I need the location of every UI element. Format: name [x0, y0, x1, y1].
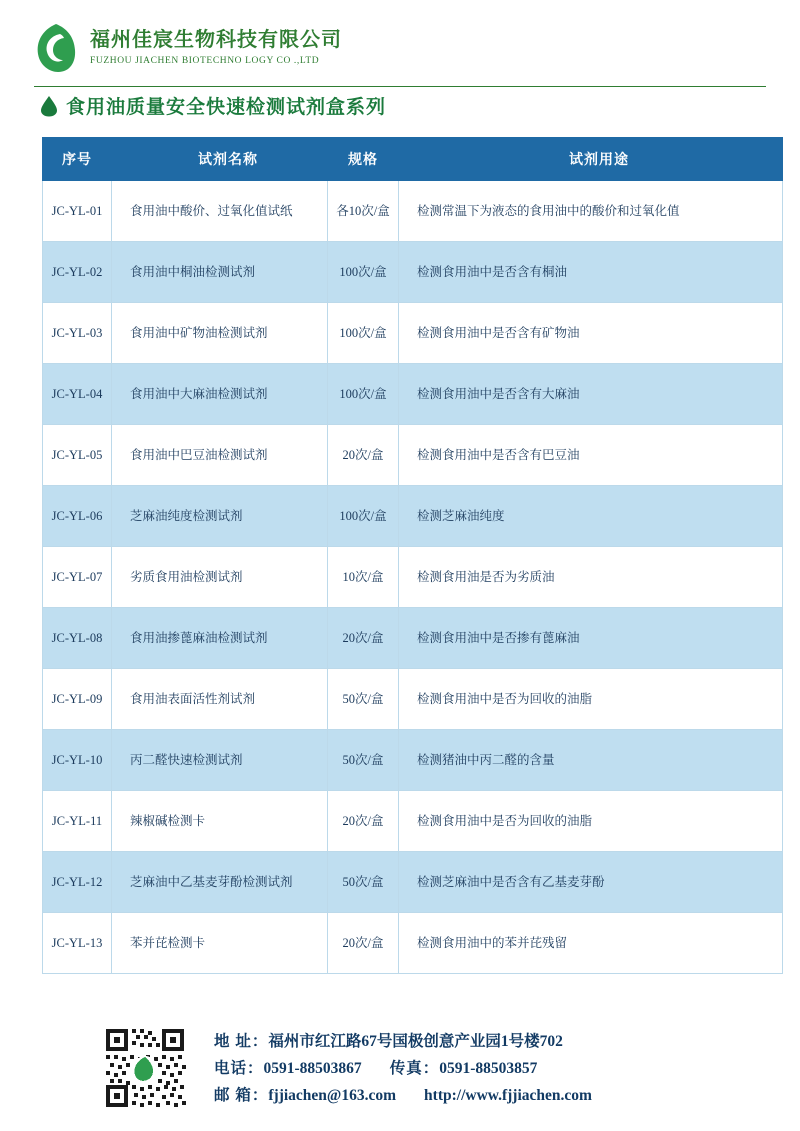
table-row	[43, 913, 783, 974]
phone-value: 0591-88503867	[263, 1059, 362, 1077]
cell-name: 食用油表面活性剂试剂	[112, 669, 328, 730]
cell-no: JC-YL-12	[43, 852, 112, 913]
table-row	[43, 669, 783, 730]
contact-email-row	[214, 1082, 592, 1109]
cell-name: 食用油中大麻油检测试剂	[112, 364, 328, 425]
cell-no: JC-YL-13	[43, 913, 112, 974]
cell-name: 芝麻油中乙基麦芽酚检测试剂	[112, 852, 328, 913]
email-value[interactable]: fjjiachen@163.com	[268, 1086, 397, 1104]
table-row	[43, 364, 783, 425]
cell-spec: 各10次/盒	[328, 181, 399, 242]
cell-no: JC-YL-05	[43, 425, 112, 486]
cell-spec: 20次/盒	[328, 791, 399, 852]
table-row	[43, 791, 783, 852]
cell-name: 丙二醛快速检测试剂	[112, 730, 328, 791]
cell-name: 食用油中巴豆油检测试剂	[112, 425, 328, 486]
cell-spec: 50次/盒	[328, 730, 399, 791]
fax-label: 传真：	[389, 1059, 440, 1077]
cell-use: 检测芝麻油纯度	[399, 486, 783, 547]
table-row	[43, 242, 783, 303]
cell-name: 食用油中桐油检测试剂	[112, 242, 328, 303]
column-header-use: 试剂用途	[399, 138, 783, 181]
company-name-block	[90, 28, 342, 68]
cell-name: 食用油中矿物油检测试剂	[112, 303, 328, 364]
cell-spec: 100次/盒	[328, 303, 399, 364]
cell-spec: 100次/盒	[328, 242, 399, 303]
table-row	[43, 303, 783, 364]
cell-name: 苯并芘检测卡	[112, 913, 328, 974]
cell-use: 检测食用油中是否含有矿物油	[399, 303, 783, 364]
table-row	[43, 425, 783, 486]
cell-use: 检测食用油中是否含有大麻油	[399, 364, 783, 425]
cell-name: 辣椒碱检测卡	[112, 791, 328, 852]
cell-no: JC-YL-03	[43, 303, 112, 364]
cell-use: 检测猪油中丙二醛的含量	[399, 730, 783, 791]
cell-no: JC-YL-06	[43, 486, 112, 547]
address-label: 地 址：	[214, 1032, 269, 1050]
address-value: 福州市红江路67号国极创意产业园1号楼702	[268, 1032, 563, 1050]
company-name-en: FUZHOU JIACHEN BIOTECHNO LOGY CO .,LTD	[90, 56, 320, 66]
cell-use: 检测食用油中的苯并芘残留	[399, 913, 783, 974]
table-row	[43, 730, 783, 791]
cell-use: 检测食用油中是否掺有蓖麻油	[399, 608, 783, 669]
document-footer	[0, 1027, 800, 1109]
cell-spec: 100次/盒	[328, 486, 399, 547]
table-row	[43, 181, 783, 242]
document-header	[0, 0, 800, 70]
cell-no: JC-YL-09	[43, 669, 112, 730]
reagent-table	[42, 137, 783, 974]
cell-use: 检测常温下为液态的食用油中的酸价和过氧化值	[399, 181, 783, 242]
cell-spec: 100次/盒	[328, 364, 399, 425]
cell-use: 检测芝麻油中是否含有乙基麦芽酚	[399, 852, 783, 913]
website-value[interactable]: http://www.fjjiachen.com	[424, 1086, 592, 1104]
column-header-spec: 规格	[328, 138, 399, 181]
email-label: 邮 箱：	[214, 1086, 269, 1104]
cell-no: JC-YL-10	[43, 730, 112, 791]
cell-spec: 10次/盒	[328, 547, 399, 608]
cell-use: 检测食用油是否为劣质油	[399, 547, 783, 608]
cell-name: 劣质食用油检测试剂	[112, 547, 328, 608]
company-name-cn: 福州佳宸生物科技有限公司	[90, 29, 342, 51]
contact-address-row	[214, 1028, 592, 1055]
table-body	[43, 181, 783, 974]
cell-use: 检测食用油中是否含有桐油	[399, 242, 783, 303]
leaf-logo-icon	[34, 22, 78, 74]
cell-no: JC-YL-02	[43, 242, 112, 303]
phone-label: 电话：	[214, 1059, 264, 1077]
cell-spec: 50次/盒	[328, 852, 399, 913]
cell-spec: 20次/盒	[328, 425, 399, 486]
fax-value: 0591-88503857	[439, 1059, 538, 1077]
droplet-icon	[40, 95, 58, 117]
table-header-row	[43, 138, 783, 181]
table-row	[43, 608, 783, 669]
qr-code-icon	[104, 1027, 186, 1109]
table-row	[43, 852, 783, 913]
header-divider	[34, 86, 766, 87]
cell-no: JC-YL-11	[43, 791, 112, 852]
cell-use: 检测食用油中是否含有巴豆油	[399, 425, 783, 486]
column-header-name: 试剂名称	[112, 138, 328, 181]
cell-no: JC-YL-08	[43, 608, 112, 669]
contact-phone-row	[214, 1055, 592, 1082]
reagent-table-wrap	[42, 137, 766, 974]
cell-use: 检测食用油中是否为回收的油脂	[399, 791, 783, 852]
cell-spec: 20次/盒	[328, 913, 399, 974]
cell-use: 检测食用油中是否为回收的油脂	[399, 669, 783, 730]
table-row	[43, 486, 783, 547]
section-title-row	[40, 92, 800, 119]
column-header-no: 序号	[43, 138, 112, 181]
page-title: 食用油质量安全快速检测试剂盒系列	[66, 97, 387, 118]
cell-no: JC-YL-04	[43, 364, 112, 425]
cell-name: 食用油中酸价、过氧化值试纸	[112, 181, 328, 242]
table-row	[43, 547, 783, 608]
cell-no: JC-YL-01	[43, 181, 112, 242]
cell-spec: 20次/盒	[328, 608, 399, 669]
cell-no: JC-YL-07	[43, 547, 112, 608]
contact-info	[214, 1028, 592, 1109]
cell-name: 芝麻油纯度检测试剂	[112, 486, 328, 547]
cell-name: 食用油掺蓖麻油检测试剂	[112, 608, 328, 669]
cell-spec: 50次/盒	[328, 669, 399, 730]
